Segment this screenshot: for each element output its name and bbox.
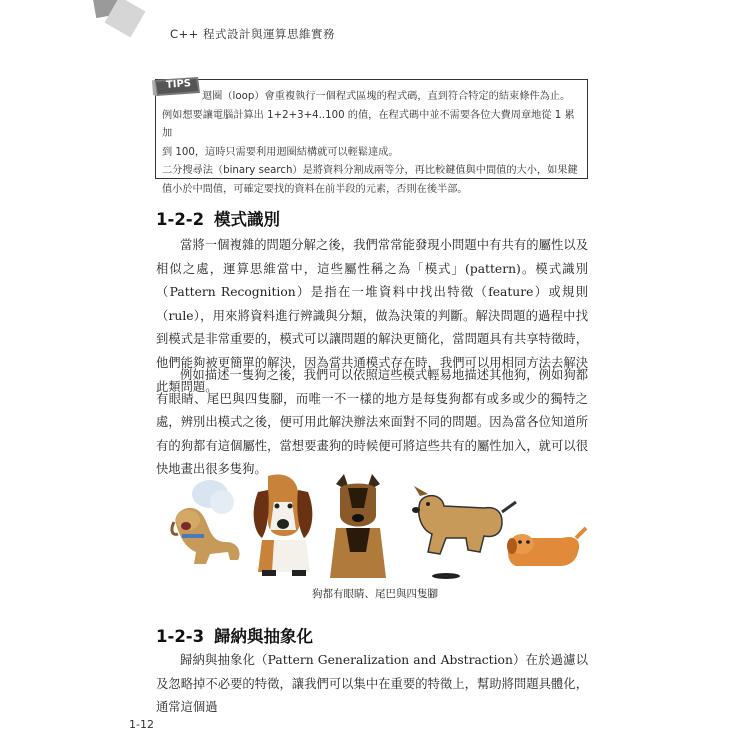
section-title: 歸納與抽象化: [214, 627, 313, 646]
section-title: 模式識別: [214, 210, 280, 229]
paragraph: 歸納與抽象化（Pattern Generalization and Abstraction）在於過濾以及忽略掉不必要的特徵，讓我們可以集中在重要的特徵上，幫助將問題具體化，通常這個過: [156, 653, 588, 715]
section-heading-abstraction: [156, 623, 313, 647]
tips-text: [162, 88, 582, 199]
figure-caption: 狗都有眼睛、尾巴與四隻腳: [312, 588, 438, 600]
dog-illustration-3: [330, 474, 386, 578]
section-heading-pattern: [156, 206, 280, 230]
tips-line: 到 100，這時只需要利用迴圈結構就可以輕鬆達成。: [162, 146, 399, 158]
corner-decoration: [92, 0, 152, 46]
page-number: 1-12: [129, 718, 154, 731]
tips-line: 二分搜尋法（binary search）是將資料分割成兩等分，再比較鍵值與中間值的大小，如果鍵: [162, 165, 578, 176]
dog-illustration-1: [172, 480, 240, 564]
dog-illustration-5: [507, 528, 586, 566]
paragraph: 例如描述一隻狗之後，我們可以依照這些模式輕易地描述其他狗，例如狗都有眼睛、尾巴與四隻腳，而唯一不一樣的地方是每隻狗都有或多或少的獨特之處，辨別出模式之後，便可用此解決辦法來面對不同的問題。因為當各位知道所有的狗都有這個屬性，當想要畫狗的時候便可將這些共有的屬性加入，就可以很快地畫出很多隻狗。: [156, 368, 588, 477]
dog-illustration-2: [254, 475, 313, 576]
tips-line: 值小於中間值，可確定要找的資料在前半段的元素，否則在後半部。: [162, 183, 468, 195]
tips-line: 例如想要讓電腦計算出 1+2+3+4..100 的值，在程式碼中並不需要各位大費周章地從 1 累加: [162, 109, 575, 139]
tips-badge-label: TIPS: [165, 78, 192, 91]
tips-line: 迴圈（loop）會重複執行一個程式區塊的程式碼，直到符合特定的結束條件為止。: [202, 91, 571, 102]
dog-illustration-4: [412, 486, 516, 579]
paragraph: 當將一個複雜的問題分解之後，我們常常能發現小問題中有共有的屬性以及相似之處，運算思維當中，這些屬性稱之為「模式」(pattern)。模式識別（Pattern Recognition）是指在一堆資料中找出特徵（feature）或規則（rule），用來將資料進行辨識與分類，做為決策的判斷。解決問題的過程中找到模式是非常重要的，模式可以讓問題的解決更簡化，當問題具有共享特徵時，他們能夠被更簡單的解決，因為當共通模式存在時，我們可以用相同方法去解決此類問題。: [156, 238, 588, 394]
dogs-illustration: [150, 472, 590, 584]
running-header: C++ 程式設計與運算思維實務: [170, 27, 335, 41]
section-number: 1-2-3: [156, 627, 205, 646]
section-number: 1-2-2: [156, 210, 205, 229]
